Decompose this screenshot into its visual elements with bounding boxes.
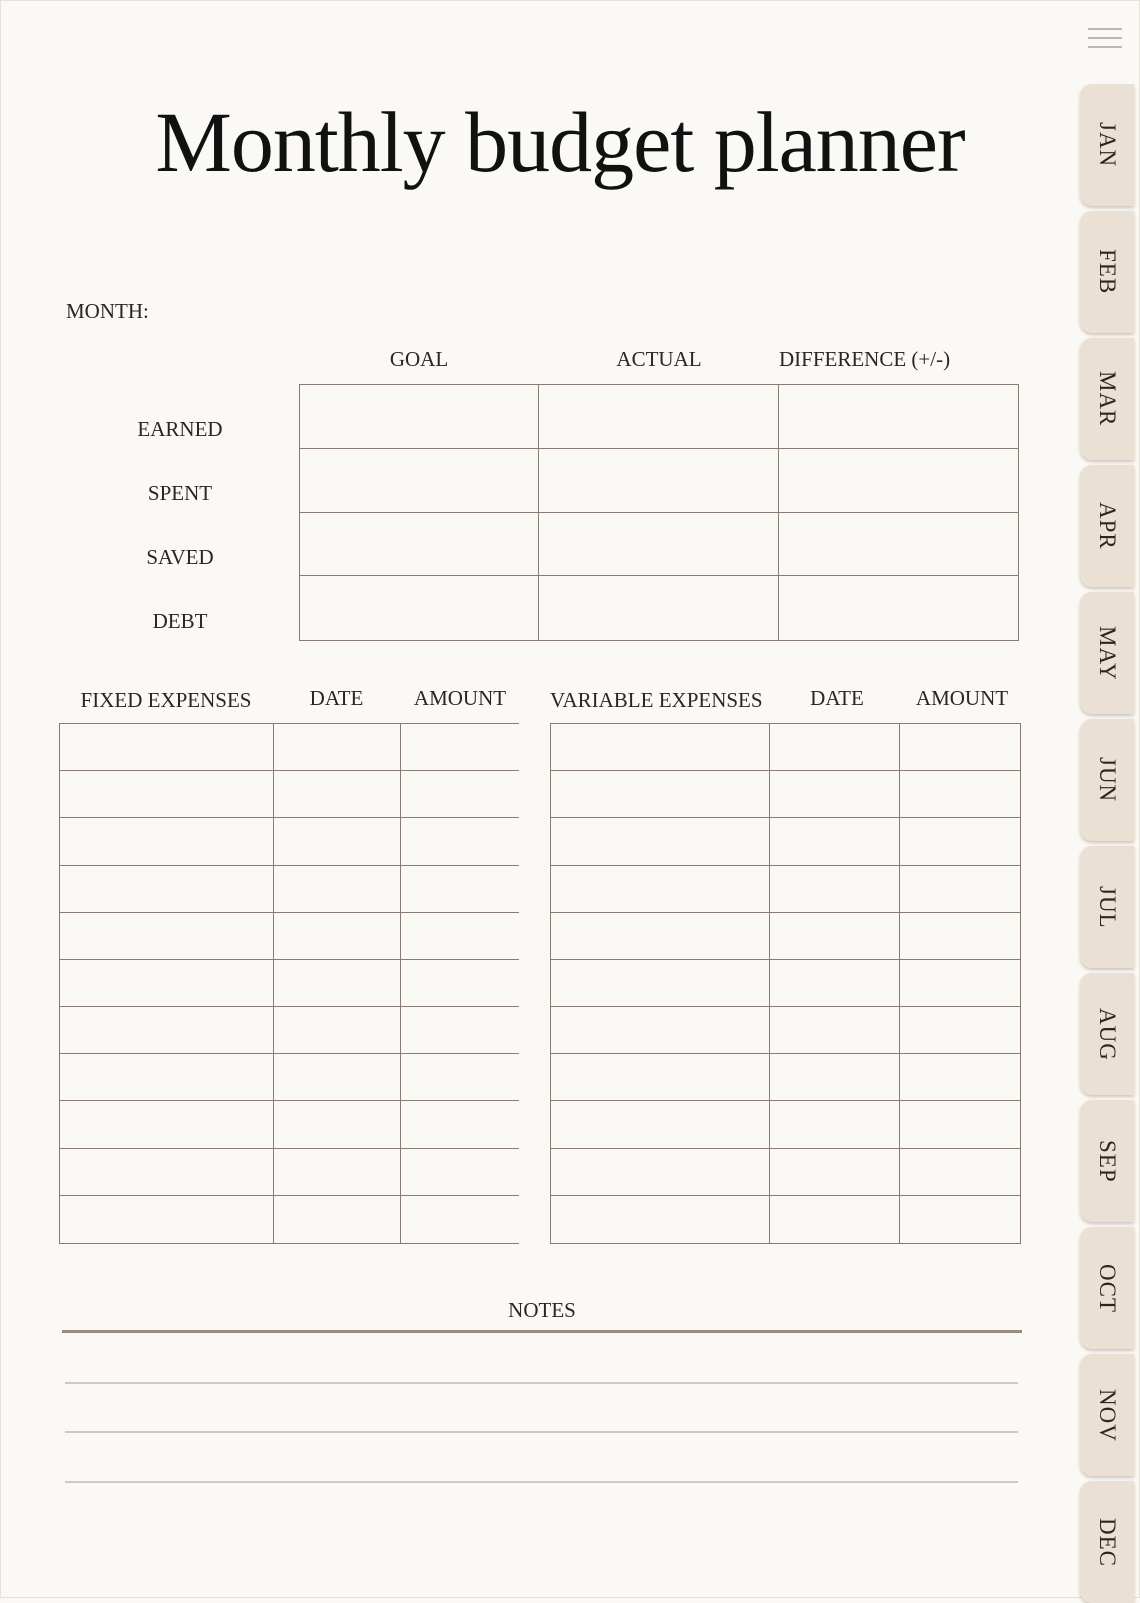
summary-row-earned: EARNED: [137, 417, 223, 441]
summary-cell-saved-actual[interactable]: [539, 513, 778, 577]
variable-expense-date-cell[interactable]: [770, 866, 900, 913]
variable-expense-name-cell[interactable]: [551, 1007, 770, 1054]
tab-jan[interactable]: [1080, 84, 1134, 206]
fixed-expense-name-cell[interactable]: [60, 913, 274, 960]
fixed-expense-date-cell[interactable]: [274, 913, 401, 960]
summary-row-spent: SPENT: [147, 481, 213, 505]
summary-cell-saved-difference[interactable]: [779, 513, 1018, 577]
variable-expense-amount-cell[interactable]: [900, 960, 1020, 1007]
summary-cell-spent-actual[interactable]: [539, 449, 778, 513]
variable-expense-date-cell[interactable]: [770, 1196, 900, 1243]
summary-table: [299, 384, 1019, 641]
page-title: Monthly budget planner: [155, 94, 965, 190]
variable-expense-amount-cell[interactable]: [900, 1101, 1020, 1148]
variable-expenses-header: VARIABLE EXPENSES: [550, 688, 763, 712]
fixed-expense-date-cell[interactable]: [274, 1007, 401, 1054]
variable-expense-date-cell[interactable]: [770, 960, 900, 1007]
fixed-expense-amount-cell[interactable]: [401, 818, 519, 865]
fixed-expense-amount-cell[interactable]: [401, 1007, 519, 1054]
tab-label: AUG: [1095, 1007, 1120, 1061]
variable-expense-name-cell[interactable]: [551, 913, 770, 960]
month-label: MONTH:: [66, 299, 149, 323]
summary-cell-earned-goal[interactable]: [300, 385, 539, 449]
variable-expense-date-cell[interactable]: [770, 1149, 900, 1196]
summary-cell-saved-goal[interactable]: [300, 513, 539, 577]
tab-label: JUN: [1095, 757, 1120, 803]
fixed-expense-amount-cell[interactable]: [401, 771, 519, 818]
tab-label: MAY: [1095, 625, 1120, 681]
variable-expense-date-cell[interactable]: [770, 724, 900, 771]
tab-dec[interactable]: [1080, 1481, 1134, 1603]
variable-expense-amount-cell[interactable]: [900, 866, 1020, 913]
variable-expense-date-cell[interactable]: [770, 771, 900, 818]
fixed-expense-name-cell[interactable]: [60, 724, 274, 771]
summary-cell-spent-difference[interactable]: [779, 449, 1018, 513]
tab-jul[interactable]: [1080, 846, 1134, 968]
tab-label: JAN: [1095, 122, 1120, 168]
fixed-expense-amount-cell[interactable]: [401, 913, 519, 960]
fixed-expense-date-cell[interactable]: [274, 1101, 401, 1148]
hamburger-menu-icon[interactable]: [1088, 28, 1122, 54]
variable-expense-amount-cell[interactable]: [900, 771, 1020, 818]
fixed-expense-date-cell[interactable]: [274, 724, 401, 771]
tab-sep[interactable]: [1080, 1100, 1134, 1222]
fixed-expense-name-cell[interactable]: [60, 866, 274, 913]
fixed-expense-date-cell[interactable]: [274, 866, 401, 913]
summary-row-debt: DEBT: [152, 609, 208, 633]
tab-oct[interactable]: [1080, 1227, 1134, 1349]
fixed-expense-amount-cell[interactable]: [401, 866, 519, 913]
variable-expense-date-cell[interactable]: [770, 913, 900, 960]
tab-label: MAR: [1095, 371, 1120, 427]
fixed-expense-date-cell[interactable]: [274, 1054, 401, 1101]
fixed-expense-date-cell[interactable]: [274, 960, 401, 1007]
fixed-expense-name-cell[interactable]: [60, 771, 274, 818]
notes-line[interactable]: [65, 1481, 1018, 1483]
fixed-expense-name-cell[interactable]: [60, 1149, 274, 1196]
variable-expense-amount-cell[interactable]: [900, 818, 1020, 865]
variable-expense-amount-cell[interactable]: [900, 1196, 1020, 1243]
fixed-expense-name-cell[interactable]: [60, 960, 274, 1007]
fixed-expense-amount-cell[interactable]: [401, 1196, 519, 1243]
variable-expense-name-cell[interactable]: [551, 1149, 770, 1196]
summary-header-difference: DIFFERENCE (+/-): [779, 347, 951, 371]
fixed-expense-date-cell[interactable]: [274, 1149, 401, 1196]
variable-expense-name-cell[interactable]: [551, 960, 770, 1007]
tab-mar[interactable]: [1080, 338, 1134, 460]
variable-expense-name-cell[interactable]: [551, 866, 770, 913]
variable-expense-date-cell[interactable]: [770, 1054, 900, 1101]
fixed-expense-name-cell[interactable]: [60, 1101, 274, 1148]
fixed-expense-amount-cell[interactable]: [401, 1101, 519, 1148]
summary-cell-spent-goal[interactable]: [300, 449, 539, 513]
variable-date-header: DATE: [810, 686, 864, 710]
variable-expense-name-cell[interactable]: [551, 1101, 770, 1148]
variable-expense-name-cell[interactable]: [551, 724, 770, 771]
tab-apr[interactable]: [1080, 465, 1134, 587]
tab-label: SEP: [1095, 1139, 1120, 1183]
summary-cell-debt-difference[interactable]: [779, 576, 1018, 640]
variable-expense-name-cell[interactable]: [551, 1054, 770, 1101]
tab-label: FEB: [1095, 249, 1120, 295]
variable-expense-date-cell[interactable]: [770, 818, 900, 865]
fixed-date-header: DATE: [309, 686, 364, 710]
fixed-expense-name-cell[interactable]: [60, 1196, 274, 1243]
variable-expense-name-cell[interactable]: [551, 771, 770, 818]
summary-cell-debt-goal[interactable]: [300, 576, 539, 640]
notes-label: NOTES: [508, 1298, 576, 1322]
tab-feb[interactable]: [1080, 211, 1134, 333]
tab-may[interactable]: [1080, 592, 1134, 714]
summary-cell-debt-actual[interactable]: [539, 576, 778, 640]
summary-header-goal: GOAL: [389, 347, 449, 371]
fixed-expense-amount-cell[interactable]: [401, 1149, 519, 1196]
variable-amount-header: AMOUNT: [915, 686, 1009, 710]
summary-header-actual: ACTUAL: [616, 347, 702, 371]
fixed-expense-date-cell[interactable]: [274, 771, 401, 818]
summary-cell-earned-actual[interactable]: [539, 385, 778, 449]
tab-label: DEC: [1095, 1517, 1120, 1567]
variable-expense-name-cell[interactable]: [551, 818, 770, 865]
tab-aug[interactable]: [1080, 973, 1134, 1095]
notes-header-divider: [62, 1330, 1022, 1333]
fixed-expense-amount-cell[interactable]: [401, 1054, 519, 1101]
variable-expense-date-cell[interactable]: [770, 1101, 900, 1148]
fixed-expense-amount-cell[interactable]: [401, 960, 519, 1007]
fixed-expense-amount-cell[interactable]: [401, 724, 519, 771]
tab-nov[interactable]: [1080, 1354, 1134, 1476]
fixed-amount-header: AMOUNT: [413, 686, 507, 710]
variable-expense-amount-cell[interactable]: [900, 1149, 1020, 1196]
summary-row-saved: SAVED: [146, 545, 214, 569]
variable-expense-date-cell[interactable]: [770, 1007, 900, 1054]
tab-label: APR: [1095, 502, 1120, 550]
fixed-expense-name-cell[interactable]: [60, 1054, 274, 1101]
variable-expense-amount-cell[interactable]: [900, 724, 1020, 771]
notes-line[interactable]: [65, 1382, 1018, 1384]
variable-expense-amount-cell[interactable]: [900, 913, 1020, 960]
tab-jun[interactable]: [1080, 719, 1134, 841]
summary-cell-earned-difference[interactable]: [779, 385, 1018, 449]
variable-expenses-table: [550, 723, 1021, 1244]
fixed-expense-date-cell[interactable]: [274, 1196, 401, 1243]
variable-expense-amount-cell[interactable]: [900, 1007, 1020, 1054]
fixed-expenses-table: [59, 723, 519, 1244]
fixed-expense-name-cell[interactable]: [60, 818, 274, 865]
fixed-expenses-header: FIXED EXPENSES: [80, 688, 252, 712]
notes-line[interactable]: [65, 1431, 1018, 1433]
fixed-expense-date-cell[interactable]: [274, 818, 401, 865]
variable-expense-name-cell[interactable]: [551, 1196, 770, 1243]
tab-label: OCT: [1095, 1263, 1120, 1313]
tab-label: JUL: [1095, 885, 1120, 929]
fixed-expense-name-cell[interactable]: [60, 1007, 274, 1054]
variable-expense-amount-cell[interactable]: [900, 1054, 1020, 1101]
tab-label: NOV: [1095, 1388, 1120, 1442]
